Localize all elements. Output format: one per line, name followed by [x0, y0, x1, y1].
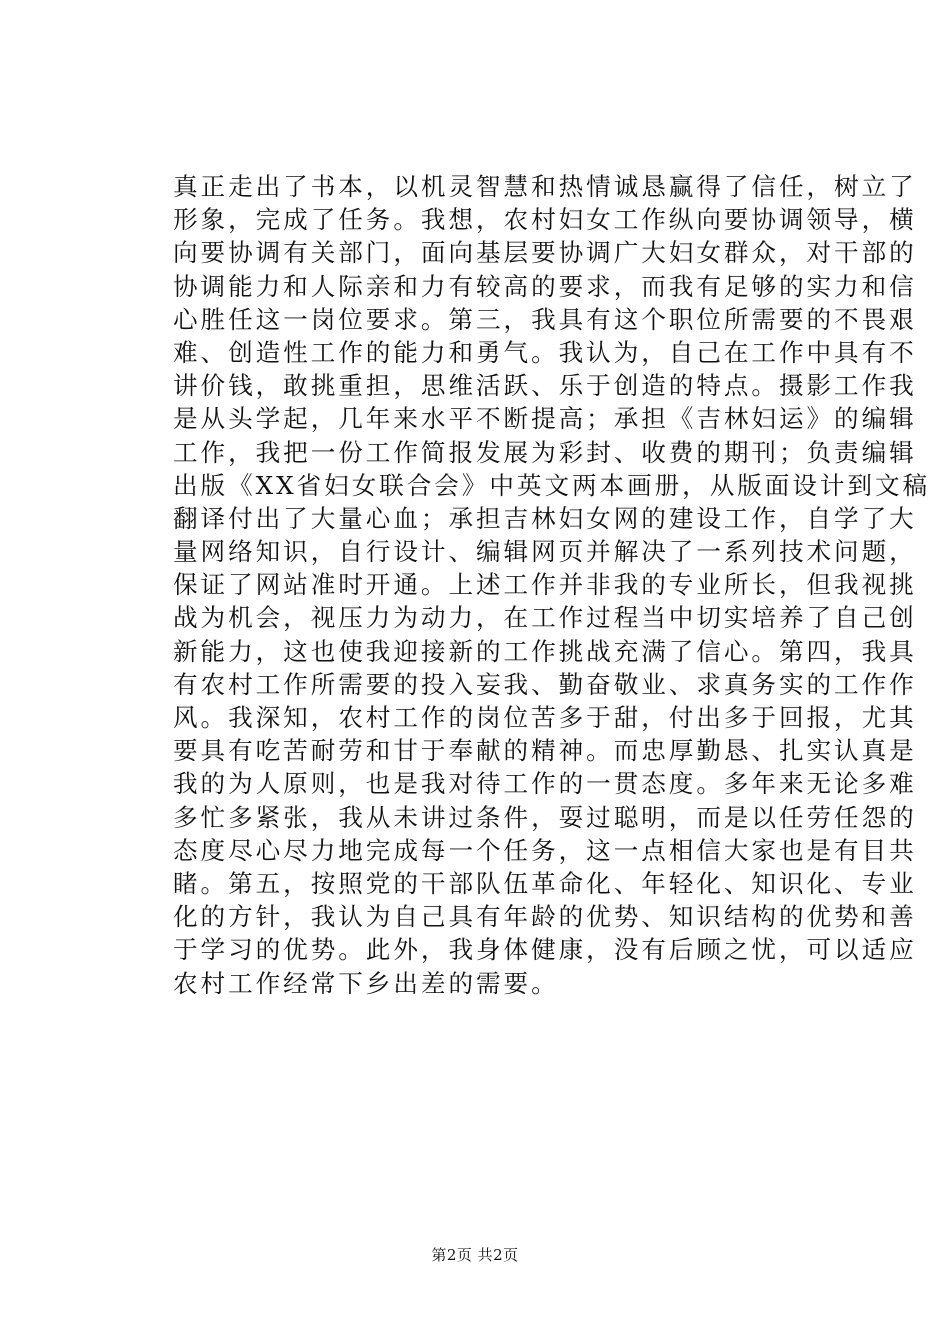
text-line: 量网络知识，自行设计、编辑网页并解决了一系列技术问题， — [173, 537, 917, 567]
text-line: 要具有吃苦耐劳和甘于奉献的精神。而忠厚勤恳、扎实认真是 — [173, 736, 917, 766]
text-line: 于学习的优势。此外，我身体健康，没有后顾之忧，可以适应 — [173, 935, 917, 965]
text-line: 真正走出了书本，以机灵智慧和热情诚恳赢得了信任，树立了 — [173, 172, 917, 201]
text-line: 讲价钱，敢挑重担，思维活跃、乐于创造的特点。摄影工作我 — [173, 371, 917, 401]
text-line: 形象，完成了任务。我想，农村妇女工作纵向要协调领导，横 — [173, 205, 917, 235]
text-line: 翻译付出了大量心血；承担吉林妇女网的建设工作，自学了大 — [173, 503, 917, 533]
text-line: 多忙多紧张，我从未讲过条件，耍过聪明，而是以任劳任怨的 — [173, 802, 917, 832]
text-line: 态度尽心尽力地完成每一个任务，这一点相信大家也是有目共 — [173, 835, 917, 865]
text-line: 我的为人原则，也是我对待工作的一贯态度。多年来无论多难 — [173, 769, 917, 799]
text-line: 睹。第五，按照党的干部队伍革命化、年轻化、知识化、专业 — [173, 868, 917, 898]
text-line: 农村工作经常下乡出差的需要。 — [173, 968, 559, 998]
text-line: 新能力，这也使我迎接新的工作挑战充满了信心。第四，我具 — [173, 636, 917, 666]
text-line: 化的方针，我认为自己具有年龄的优势、知识结构的优势和善 — [173, 902, 917, 932]
body-text — [173, 170, 931, 1000]
text-line: 出版《XX省妇女联合会》中英文两本画册，从版面设计到文稿 — [173, 470, 931, 500]
text-line: 向要协调有关部门，面向基层要协调广大妇女群众，对干部的 — [173, 238, 917, 268]
text-line: 协调能力和人际亲和力有较高的要求，而我有足够的实力和信 — [173, 271, 917, 301]
text-line: 难、创造性工作的能力和勇气。我认为，自己在工作中具有不 — [173, 337, 917, 367]
text-line: 风。我深知，农村工作的岗位苦多于甜，付出多于回报，尤其 — [173, 703, 917, 732]
page-number-footer: 第2页 共2页 — [431, 1246, 519, 1264]
text-line: 战为机会，视压力为动力，在工作过程当中切实培养了自己创 — [173, 603, 917, 633]
text-line: 保证了网站准时开通。上述工作并非我的专业所长，但我视挑 — [173, 570, 917, 600]
text-line: 工作，我把一份工作简报发展为彩封、收费的期刊；负责编辑 — [173, 437, 917, 467]
text-line: 心胜任这一岗位要求。第三，我具有这个职位所需要的不畏艰 — [173, 304, 917, 334]
text-line: 有农村工作所需要的投入妄我、勤奋敬业、求真务实的工作作 — [173, 669, 917, 699]
text-line: 是从头学起，几年来水平不断提高；承担《吉林妇运》的编辑 — [173, 404, 917, 434]
